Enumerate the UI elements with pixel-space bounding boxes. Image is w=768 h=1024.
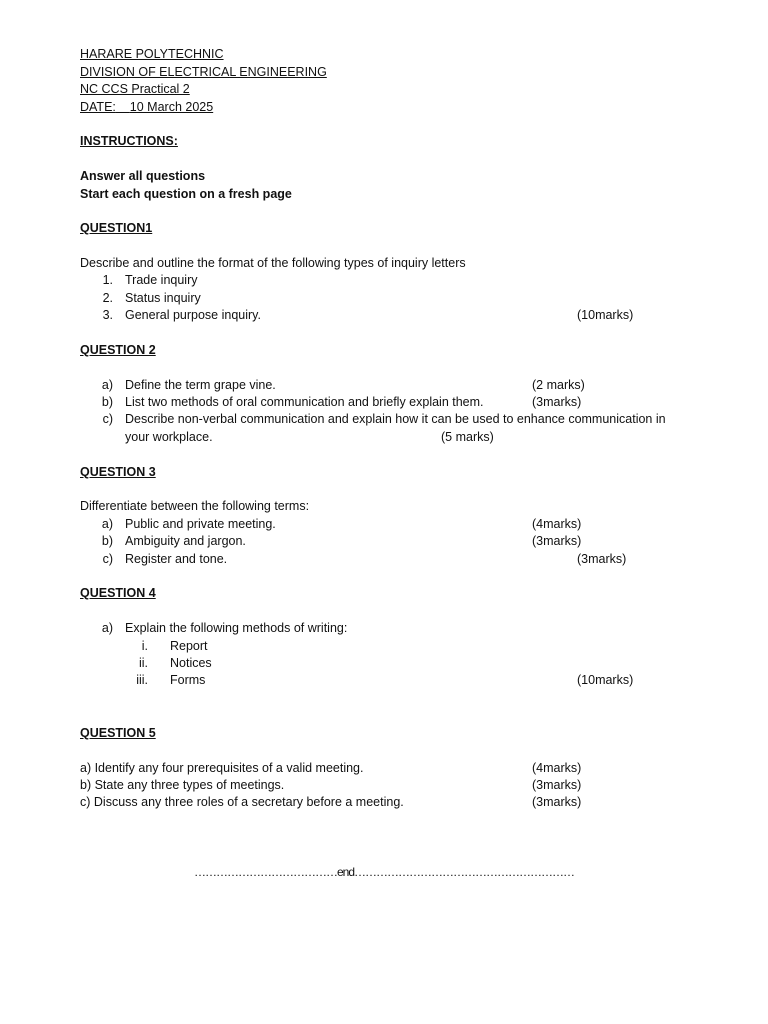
- list-item: Trade inquiry: [125, 273, 198, 287]
- marks-label: (10marks): [577, 308, 634, 322]
- list-marker: c): [102, 412, 113, 426]
- list-marker: b): [101, 395, 113, 409]
- list-item: Status inquiry: [125, 291, 201, 305]
- question-2-heading: QUESTION 2: [80, 343, 156, 357]
- date-label: DATE:: [80, 100, 116, 114]
- list-item-continuation: your workplace.: [125, 430, 213, 444]
- instruction-line: Start each question on a fresh page: [80, 187, 292, 201]
- list-item: a) Identify any four prerequisites of a valid meeting.: [80, 761, 364, 775]
- sublist-item: Report: [170, 639, 208, 653]
- question-5-heading: QUESTION 5: [80, 726, 156, 740]
- marks-label: (3marks): [532, 534, 582, 548]
- question-4-heading: QUESTION 4: [80, 586, 156, 600]
- marks-label: (10marks): [577, 673, 634, 687]
- list-marker: 1.: [102, 273, 113, 287]
- instruction-line: Answer all questions: [80, 169, 206, 183]
- instructions-heading: INSTRUCTIONS:: [80, 134, 178, 148]
- marks-label: (3marks): [532, 395, 582, 409]
- list-marker: a): [101, 621, 113, 635]
- question-1-intro: Describe and outline the format of the following types of inquiry letters: [80, 256, 466, 270]
- sublist-marker: ii.: [138, 656, 148, 670]
- question-3-heading: QUESTION 3: [80, 465, 156, 479]
- marks-label: (4marks): [532, 517, 582, 531]
- list-item: Describe non-verbal communication and explain how it can be used to enhance communication in: [125, 412, 666, 426]
- list-item: Register and tone.: [125, 552, 228, 566]
- list-item: List two methods of oral communication and briefly explain them.: [125, 395, 484, 409]
- list-item: c) Discuss any three roles of a secretary before a meeting.: [80, 795, 404, 809]
- exam-date: [80, 99, 213, 115]
- marks-label: (2 marks): [532, 378, 585, 392]
- end-marker: …………………………………end……………………………………………………: [193, 865, 575, 879]
- marks-label: (3marks): [577, 552, 627, 566]
- list-item: b) State any three types of meetings.: [80, 778, 285, 792]
- list-marker: 2.: [102, 291, 113, 305]
- marks-label: (3marks): [532, 795, 582, 809]
- list-item: Ambiguity and jargon.: [125, 534, 246, 548]
- list-item: Explain the following methods of writing:: [125, 621, 348, 635]
- question-1-heading: QUESTION1: [80, 221, 153, 235]
- institution-name: HARARE POLYTECHNIC: [80, 47, 224, 61]
- list-item: Define the term grape vine.: [125, 378, 276, 392]
- question-3-intro: Differentiate between the following terms:: [80, 499, 310, 513]
- course-name: NC CCS Practical 2: [80, 82, 190, 96]
- sublist-item: Notices: [170, 656, 212, 670]
- sublist-item: Forms: [170, 673, 206, 687]
- sublist-marker: i.: [141, 639, 148, 653]
- marks-label: (4marks): [532, 761, 582, 775]
- list-marker: 3.: [102, 308, 113, 322]
- marks-label: (5 marks): [441, 430, 494, 444]
- date-value: 10 March 2025: [129, 100, 214, 114]
- list-item: General purpose inquiry.: [125, 308, 261, 322]
- list-item: Public and private meeting.: [125, 517, 276, 531]
- list-marker: b): [101, 534, 113, 548]
- sublist-marker: iii.: [136, 673, 148, 687]
- list-marker: c): [102, 552, 113, 566]
- division-name: DIVISION OF ELECTRICAL ENGINEERING: [80, 65, 327, 79]
- list-marker: a): [101, 517, 113, 531]
- marks-label: (3marks): [532, 778, 582, 792]
- list-marker: a): [101, 378, 113, 392]
